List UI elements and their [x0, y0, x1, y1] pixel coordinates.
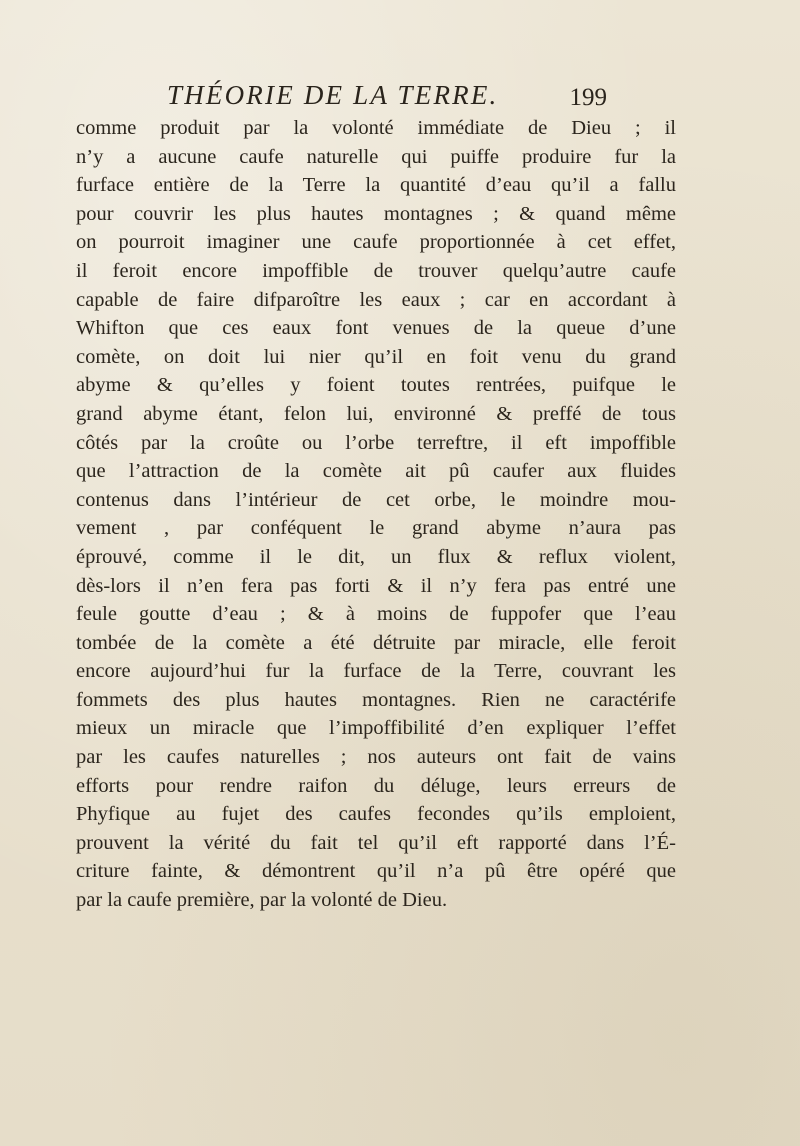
- text-line: mieux un miracle que l’impoffibilité d’en expliquer l’effet: [76, 717, 676, 740]
- text-line: pour couvrir les plus hautes montagnes ; & quand même: [76, 202, 676, 225]
- text-line: fommets des plus hautes montagnes. Rien ne caractérife: [76, 688, 676, 711]
- page-body-text: [76, 114, 676, 915]
- text-line: capable de faire difparoître les eaux ; car en accordant à: [76, 288, 676, 311]
- text-line: abyme & qu’elles y foient toutes rentrées, puifque le: [76, 374, 676, 397]
- text-line: comète, on doit lui nier qu’il en foit venu du grand: [76, 345, 676, 368]
- text-line: éprouvé, comme il le dit, un flux & reflux violent,: [76, 545, 676, 568]
- text-line: on pourroit imaginer une caufe proportionnée à cet effet,: [76, 231, 676, 254]
- text-line: par les caufes naturelles ; nos auteurs ont fait de vains: [76, 746, 676, 769]
- text-line: grand abyme étant, felon lui, environné & preffé de tous: [76, 402, 676, 425]
- text-line: feule goutte d’eau ; & à moins de fuppofer que l’eau: [76, 603, 676, 626]
- text-line: il feroit encore impoffible de trouver quelqu’autre caufe: [76, 259, 676, 282]
- text-line-last: par la caufe première, par la volonté de Dieu.: [76, 889, 448, 912]
- text-line: criture fainte, & démontrent qu’il n’a pû être opéré que: [76, 860, 676, 883]
- text-line: n’y a aucune caufe naturelle qui puiffe produire fur la: [76, 145, 676, 168]
- text-line: vement , par conféquent le grand abyme n’aura pas: [76, 517, 676, 540]
- text-line: Phyfique au fujet des caufes fecondes qu’ils emploient,: [76, 803, 676, 826]
- text-line: tombée de la comète a été détruite par miracle, elle feroit: [76, 631, 676, 654]
- page-number: 199: [569, 84, 607, 111]
- text-line: comme produit par la volonté immédiate de Dieu ; il: [76, 117, 676, 139]
- text-line: côtés par la croûte ou l’orbe terreftre, il eft impoffible: [76, 431, 676, 454]
- text-line: prouvent la vérité du fait tel qu’il eft rapporté dans l’É-: [76, 831, 676, 854]
- text-line: efforts pour rendre raifon du déluge, leurs erreurs de: [76, 774, 676, 797]
- text-line: contenus dans l’intérieur de cet orbe, le moindre mou-: [76, 488, 676, 511]
- text-line: que l’attraction de la comète ait pû caufer aux fluides: [76, 460, 676, 483]
- running-title: THÉORIE DE LA TERRE.: [167, 80, 499, 110]
- text-line: encore aujourd’hui fur la furface de la Terre, couvrant les: [76, 660, 676, 683]
- text-line: Whifton que ces eaux font venues de la queue d’une: [76, 317, 676, 340]
- text-line: dès-lors il n’en fera pas forti & il n’y fera pas entré une: [76, 574, 676, 597]
- text-line: furface entière de la Terre la quantité d’eau qu’il a fallu: [76, 174, 676, 197]
